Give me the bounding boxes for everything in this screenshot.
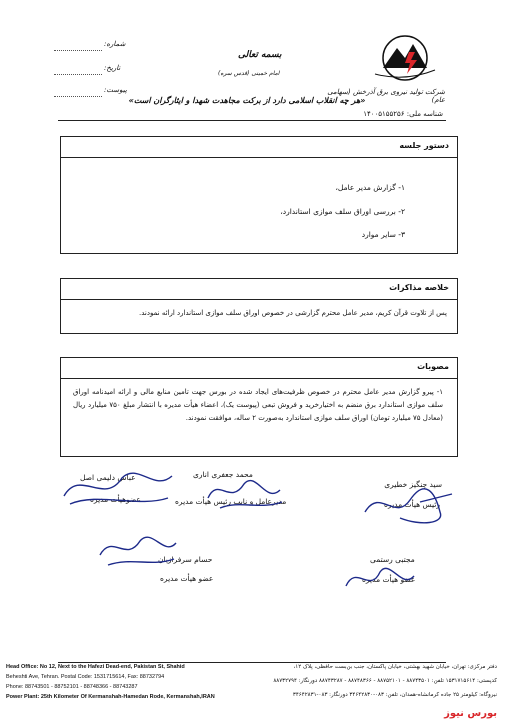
summary-text: پس از تلاوت قرآن کریم، مدیر عامل محترم گزارشی در خصوص اوراق سلف موازی استاندارد ارائه نمودند. (139, 309, 447, 317)
meta-date-label: تاریخ: (104, 64, 121, 72)
signature-role: عضو هیأت مدیره (362, 575, 416, 584)
national-id: شناسه ملی: ۱۴۰۰۵۱۵۵۲۵۶ (363, 110, 443, 118)
meta-attachment-line (54, 96, 102, 97)
signature-scribble-icon (340, 560, 420, 600)
resolutions-header (61, 358, 457, 379)
signature-name: محمد جعفری اناری (193, 470, 253, 479)
footer-address-en: Beheshti Ave, Tehran. Postal Code: 1531715614, Fax: 88732794 (6, 674, 165, 680)
footer-plant-fa: نیروگاه: کیلومتر ۲۵ جاده کرمانشاه-همدان، تلفن: ۰۸۳-۳۴۶۴۲۸۳۰ دورنگار: ۰۸۳-۳۴۶۴۲۸۳۱ (292, 692, 497, 698)
footer-divider (58, 662, 446, 663)
meta-number-label: شماره: (104, 40, 126, 48)
signature-name: سید چنگیز خطیری (384, 480, 442, 489)
imam-quote: امام خمینی (قدس سره) (218, 70, 280, 77)
motto: «هر چه انقلاب اسلامی دارد از برکت مجاهدت شهدا و ایثارگران است» (128, 96, 366, 105)
footer-phone-en: Phone: 88743501 - 88752101 - 88748366 - 88743287 (6, 684, 138, 690)
summary-title: خلاصه مذاکرات (389, 283, 449, 292)
summary-header (61, 279, 457, 300)
basmala: بسمه تعالی (238, 50, 282, 60)
meta-date-line (54, 74, 102, 75)
meta-number-line (54, 50, 102, 51)
footer-phone-fa: کدپستی: ۱۵۳۱۷۱۵۶۱۴ تلفن: ۸۸۷۴۳۵۰۱ - ۸۸۷۵۲۱۰۱ - ۸۸۷۴۸۳۶۶ - ۸۸۷۴۳۲۸۷ دورنگار: ۸۸۷۳۲۷۹۴ (273, 678, 497, 684)
signature-role: عضوهیأت مدیره (90, 495, 141, 504)
signature-role: مدیرعامل و نایب رئیس هیأت مدیره (175, 497, 287, 506)
meta-attachment-label: پیوست: (104, 86, 127, 94)
agenda-item: ۳- سایر موارد (361, 230, 405, 239)
signature-role: عضو هیأت مدیره (160, 574, 214, 583)
watermark: بورس نیوز (444, 708, 497, 719)
resolutions-title: مصوبات (417, 362, 449, 371)
signature-name: عباس دلیمی اصل (80, 473, 136, 482)
footer-address-fa: دفتر مرکزی: تهران، خیابان شهید بهشتی، خیابان پاکستان، جنب بن‌بست حافظی، پلاک ۱۲، (293, 664, 497, 670)
agenda-header (61, 137, 457, 158)
footer-plant-en: Power Plant: 25th Kilometer Of Kermanshah-Hamedan Rode, Kermanshah,IRAN (6, 694, 215, 700)
signature-scribble-icon (200, 470, 290, 516)
signature-name: حسام سرفرازیان (158, 555, 213, 564)
company-logo-icon (365, 30, 445, 85)
footer-address-en: Head Office: No 12, Next to the Hafezi Dead-end, Pakistan St, Shahid (6, 664, 185, 670)
signature-name: مجتبی رستمی (370, 555, 415, 564)
agenda-section (60, 136, 458, 254)
agenda-title: دستور جلسه (399, 141, 449, 150)
agenda-item: ۱- گزارش مدیر عامل، (335, 183, 405, 192)
resolutions-text: ۱- پیرو گزارش مدیر عامل محترم در خصوص ظرفیت‌های ایجاد شده در بورس جهت تامین منابع مالی و ارائه امیدنامه اوراق سلف موازی استاندارد برق منضم به اختیارخرید و فروش تبعی (پیوست یک)، اعضاء هیأت مدیره با انتشار مبلغ ۷۵۰ میلیارد ریال (معادل ۷۵ میلیارد تومان) اوراق سلف موازی استاندارد به‌صورت ۲ ساله، موافقت نمودند. (73, 388, 444, 422)
agenda-item: ۲- بررسی اوراق سلف موازی استاندارد، (280, 207, 405, 216)
header-divider (58, 120, 446, 121)
signature-role: رئیس هیأت مدیره (384, 500, 440, 509)
signature-scribble-icon (92, 525, 182, 571)
signature-scribble-icon (58, 462, 178, 512)
summary-section (60, 278, 458, 334)
resolutions-section (60, 357, 458, 457)
signature-scribble-icon (360, 482, 460, 528)
company-name: شرکت تولید نیروی برق آذرخش (سهامی عام) (327, 88, 445, 104)
